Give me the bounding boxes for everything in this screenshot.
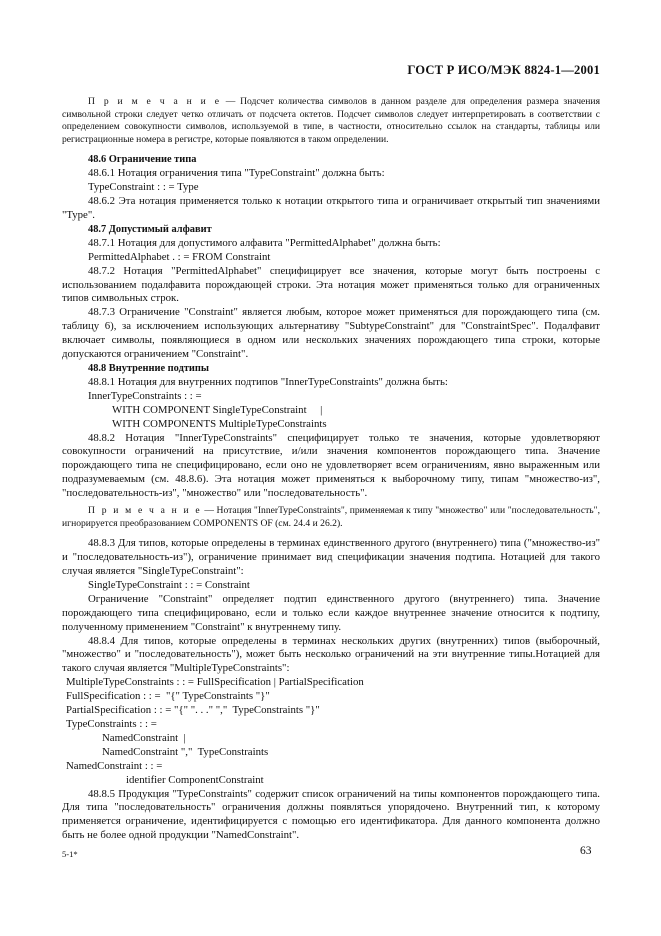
paragraph-constraint-subtype: Ограничение "Constraint" определяет подтип единственного другого (внутреннего) типа. Значение порождающего типа специфицировано, если и только если каждое внутреннее значение относится к подтипу, полученному применением "Constraint" к внутреннему типу. — [62, 592, 600, 633]
note-text: — Нотация "InnerTypeConstraints", применяемая к типу "множество" или "последовательность", игнорируется преобразованием COMPONENTS OF (см. 24.4 и 26.2). — [62, 505, 600, 529]
note-label: П р и м е ч а н и е — [88, 96, 222, 107]
grammar-multiple-type-constraints: MultipleTypeConstraints : : = FullSpecification | PartialSpecification — [66, 676, 364, 689]
paragraph-48-8-2: 48.8.2 Нотация "InnerTypeConstraints" специфицирует только те значения, которые удовлетворяют совокупности ограничений на присутствие, и/или значения компонентов порождающего типа. Значение порождающего типа не специфицировано, если оно не удовлетворяет всем ограничениям, явно выраженным или подразумеваемым (см. 48.8.6). Эта нотация может применяться к выборочному типу, типам "множество-из", "последовательность-из", "множество" или "последовательность". — [62, 431, 600, 500]
note-inner-type-constraints — [62, 505, 600, 530]
code-type-constraint: TypeConstraint : : = Type — [88, 181, 199, 194]
note-label: П р и м е ч а н и е — [88, 505, 202, 517]
section-heading-48-7: 48.7 Допустимый алфавит — [88, 223, 212, 235]
document-header: ГОСТ Р ИСО/МЭК 8824-1—2001 — [407, 63, 600, 77]
section-heading-48-6: 48.6 Ограничение типа — [88, 154, 197, 166]
paragraph-48-7-3: 48.7.3 Ограничение "Constraint" является любым, которое может применяться для порождающего типа (см. таблицу 6), за исключением использующих альтернативу "SubtypeConstraint" для "ConstraintSpec". Подалфавит включает символы, появляющиеся в одном или нескольких значениях порождающего типа строки, которые допускаются ограничением "Constraint". — [62, 306, 600, 361]
code-permitted-alphabet: PermittedAlphabet . : = FROM Constraint — [88, 250, 271, 263]
code-single-type-constraint: SingleTypeConstraint : : = Constraint — [88, 578, 250, 591]
section-heading-48-8: 48.8 Внутренние подтипы — [88, 362, 210, 374]
code-with-component: WITH COMPONENT SingleTypeConstraint | — [112, 403, 323, 416]
grammar-identifier-component: identifier ComponentConstraint — [126, 773, 264, 786]
paragraph-48-6-1: 48.6.1 Нотация ограничения типа "TypeConstraint" должна быть: — [88, 167, 385, 180]
paragraph-48-8-1: 48.8.1 Нотация для внутренних подтипов "InnerTypeConstraints" должна быть: — [88, 375, 448, 388]
page-number: 63 — [580, 845, 592, 857]
grammar-named-constraint-alt: NamedConstraint | — [102, 731, 186, 744]
grammar-type-constraints: TypeConstraints : : = — [66, 718, 157, 730]
grammar-partial-specification: PartialSpecification : : = "{" ". . ." "," TypeConstraints "}" — [66, 704, 320, 717]
code-inner-type-constraints: InnerTypeConstraints : : = — [88, 389, 202, 402]
note-character-count — [62, 96, 600, 146]
code-with-components: WITH COMPONENTS MultipleTypeConstraints — [112, 417, 327, 430]
paragraph-48-8-5: 48.8.5 Продукция "TypeConstraints" содержит список ограничений на типы компонентов порождающего типа. Для типа "последовательность" ограничения должны появляться упорядочено. Внутренний тип, к которому применяется ограничение, идентифицируется с помощью его идентификатора. Для данного компонента должно быть не более одной продукции "NamedConstraint". — [62, 787, 600, 842]
footer-signature-mark: 5-1* — [62, 849, 78, 859]
paragraph-48-7-1: 48.7.1 Нотация для допустимого алфавита "PermittedAlphabet" должна быть: — [88, 236, 441, 249]
paragraph-48-6-2: 48.6.2 Эта нотация применяется только к нотации открытого типа и ограничивает открытый тип значениями "Type". — [62, 195, 600, 221]
paragraph-48-8-4: 48.8.4 Для типов, которые определены в терминах нескольких других (внутренних) типов (выборочный, "множество" и "последовательность"), может быть несколько ограничений на эти внутренние типы.Нотацией для такого случая является "MultipleTypeConstraints": — [62, 634, 600, 675]
page-content — [62, 96, 600, 843]
grammar-named-constraint: NamedConstraint : : = — [66, 759, 163, 772]
note-text: — Подсчет количества символов в данном разделе для определения размера значения символьной строки следует четко отличать от подсчета октетов. Подсчет символов следует интерпретировать в соответствии с определением совокупности символов, используемой в типе, в частности, относительно ссылок на стандарты, таблицы или регистрационные номера в регистре, которые появляются в таком определении. — [62, 96, 600, 145]
paragraph-48-8-3: 48.8.3 Для типов, которые определены в терминах единственного другого (внутреннего) типа ("множество-из" и "последовательность-из"), ограничение принимает вид спецификации значения подтипа. Нотацией для такого случая является "SingleTypeConstraint": — [62, 537, 600, 578]
paragraph-48-7-2: 48.7.2 Нотация "PermittedAlphabet" специфицирует все значения, которые могут быть построены с использованием подалфавита порождающей строки. Эта нотация может применяться только для ограниченных типов символьных строк. — [62, 264, 600, 305]
grammar-full-specification: FullSpecification : : = "{" TypeConstraints "}" — [66, 690, 270, 703]
grammar-named-constraint-list: NamedConstraint "," TypeConstraints — [102, 745, 269, 758]
